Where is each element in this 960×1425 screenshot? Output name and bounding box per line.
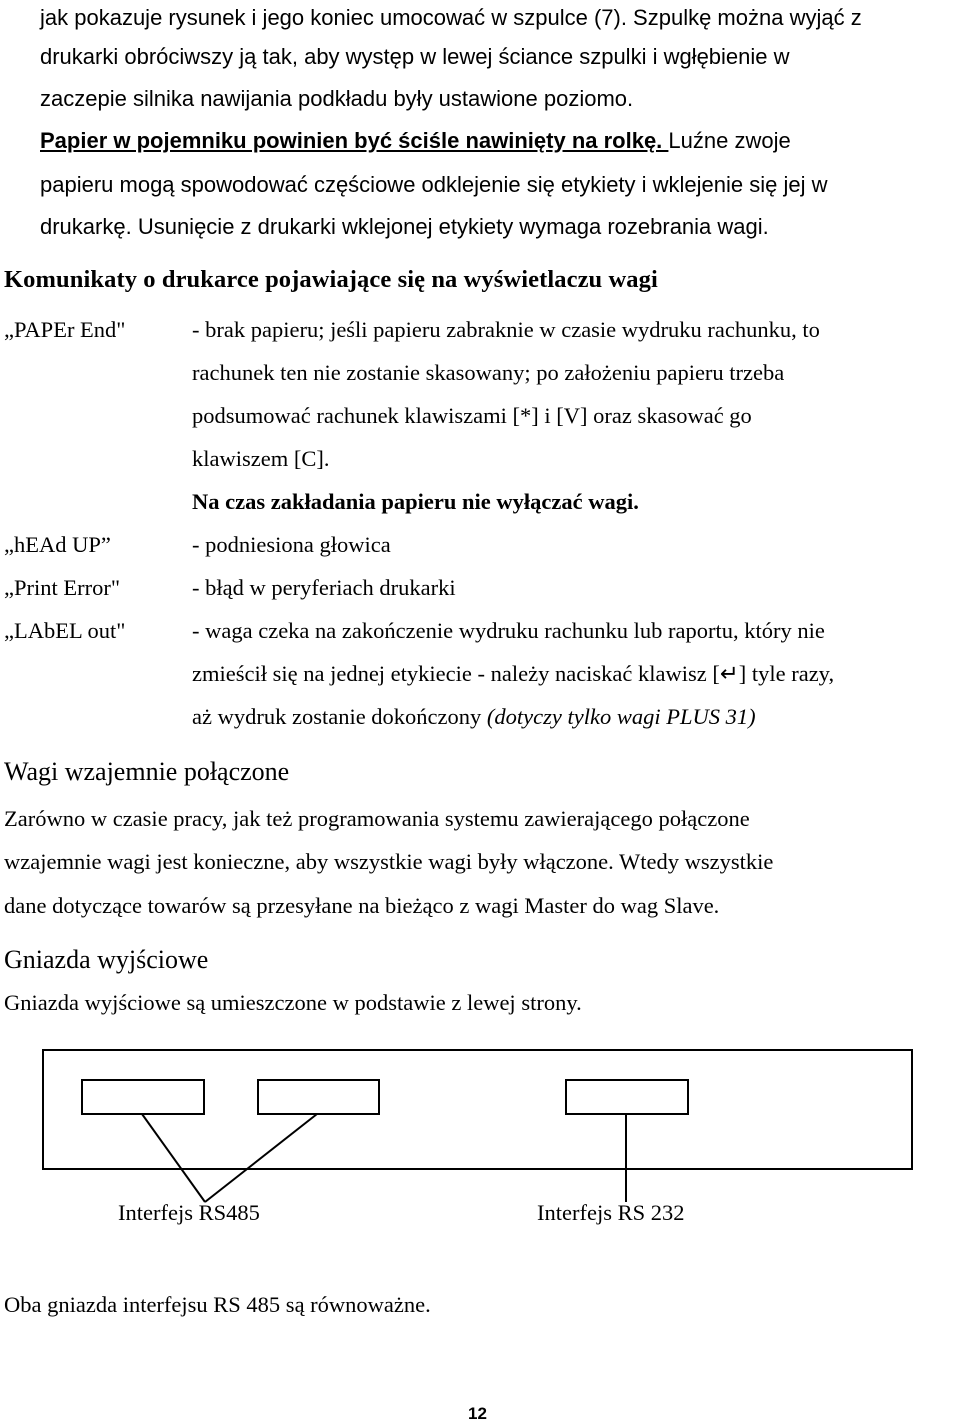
message-desc-last-line (192, 695, 756, 738)
paper-install-warning: Na czas zakładania papieru nie wyłączać wagi. (192, 489, 639, 514)
message-desc-line: rachunek ten nie zostanie skasowany; po założeniu papieru trzeba (192, 360, 785, 385)
outputs-footer: Oba gniazda interfejsu RS 485 są równoważne. (4, 1292, 431, 1317)
connected-heading: Wagi wzajemnie połączone (4, 757, 290, 786)
outputs-text: Gniazda wyjściowe są umieszczone w podstawie z lewej strony. (4, 990, 582, 1015)
connected-line-3: dane dotyczące towarów są przesyłane na bieżąco z wagi Master do wag Slave. (4, 893, 720, 918)
message-desc-line: - podniesiona głowica (192, 532, 391, 557)
ports-diagram (0, 1040, 960, 1240)
intro-line-5: papieru mogą spowodować częściowe odklejenie się etykiety i wklejenie się jej w (40, 172, 828, 197)
intro-line-4 (40, 119, 791, 162)
intro-line-2: drukarki obróciwszy ją tak, aby występ w lewej ściance szpulki i wgłębienie w (40, 44, 790, 69)
rs485-port-2 (258, 1080, 379, 1114)
message-desc-line: zmieścił się na jednej etykiecie - należy naciskać klawisz [↵] tyle razy, (192, 661, 835, 686)
page-number: 12 (468, 1404, 487, 1423)
message-desc-line: podsumować rachunek klawiszami [*] i [V] oraz skasować go (192, 403, 752, 428)
plus31-note: (dotyczy tylko wagi PLUS 31) (486, 704, 756, 729)
outputs-heading: Gniazda wyjściowe (4, 945, 209, 974)
message-code-head-up: „hEAd UP” (4, 532, 111, 557)
intro-line-1: jak pokazuje rysunek i jego koniec umocować w szpulce (7). Szpulkę można wyjąć z (40, 5, 862, 30)
intro-line-4-rest: Luźne zwoje (668, 128, 791, 153)
message-code-print-error: „Print Error" (4, 575, 121, 600)
message-desc-line: - waga czeka na zakończenie wydruku rachunku lub raportu, który nie (192, 618, 825, 643)
intro-line-6: drukarkę. Usunięcie z drukarki wklejonej etykiety wymaga rozebrania wagi. (40, 214, 769, 239)
connector-line (205, 1114, 317, 1202)
message-code-label-out: „LAbEL out" (4, 618, 126, 643)
message-desc-text: aż wydruk zostanie dokończony (192, 704, 487, 729)
rs485-label: Interfejs RS485 (118, 1200, 260, 1225)
connector-line (142, 1114, 205, 1202)
message-code-paper-end: „PAPEr End" (4, 317, 126, 342)
rs485-port (82, 1080, 204, 1114)
message-desc-line: - błąd w peryferiach drukarki (192, 575, 456, 600)
scale-base-outline (43, 1050, 912, 1169)
messages-heading: Komunikaty o drukarce pojawiające się na wyświetlaczu wagi (4, 266, 658, 293)
connected-line-1: Zarówno w czasie pracy, jak też programowania systemu zawierającego połączone (4, 806, 750, 831)
rs232-label: Interfejs RS 232 (537, 1200, 685, 1225)
paper-warning: Papier w pojemniku powinien być ściśle nawinięty na rolkę. (40, 128, 669, 153)
message-desc-line: klawiszem [C]. (192, 446, 330, 471)
intro-line-3: zaczepie silnika nawijania podkładu były ustawione poziomo. (40, 86, 634, 111)
message-desc-line: - brak papieru; jeśli papieru zabraknie w czasie wydruku rachunku, to (192, 317, 820, 342)
connected-line-2: wzajemnie wagi jest konieczne, aby wszystkie wagi były włączone. Wtedy wszystkie (4, 849, 774, 874)
rs232-port (566, 1080, 688, 1114)
